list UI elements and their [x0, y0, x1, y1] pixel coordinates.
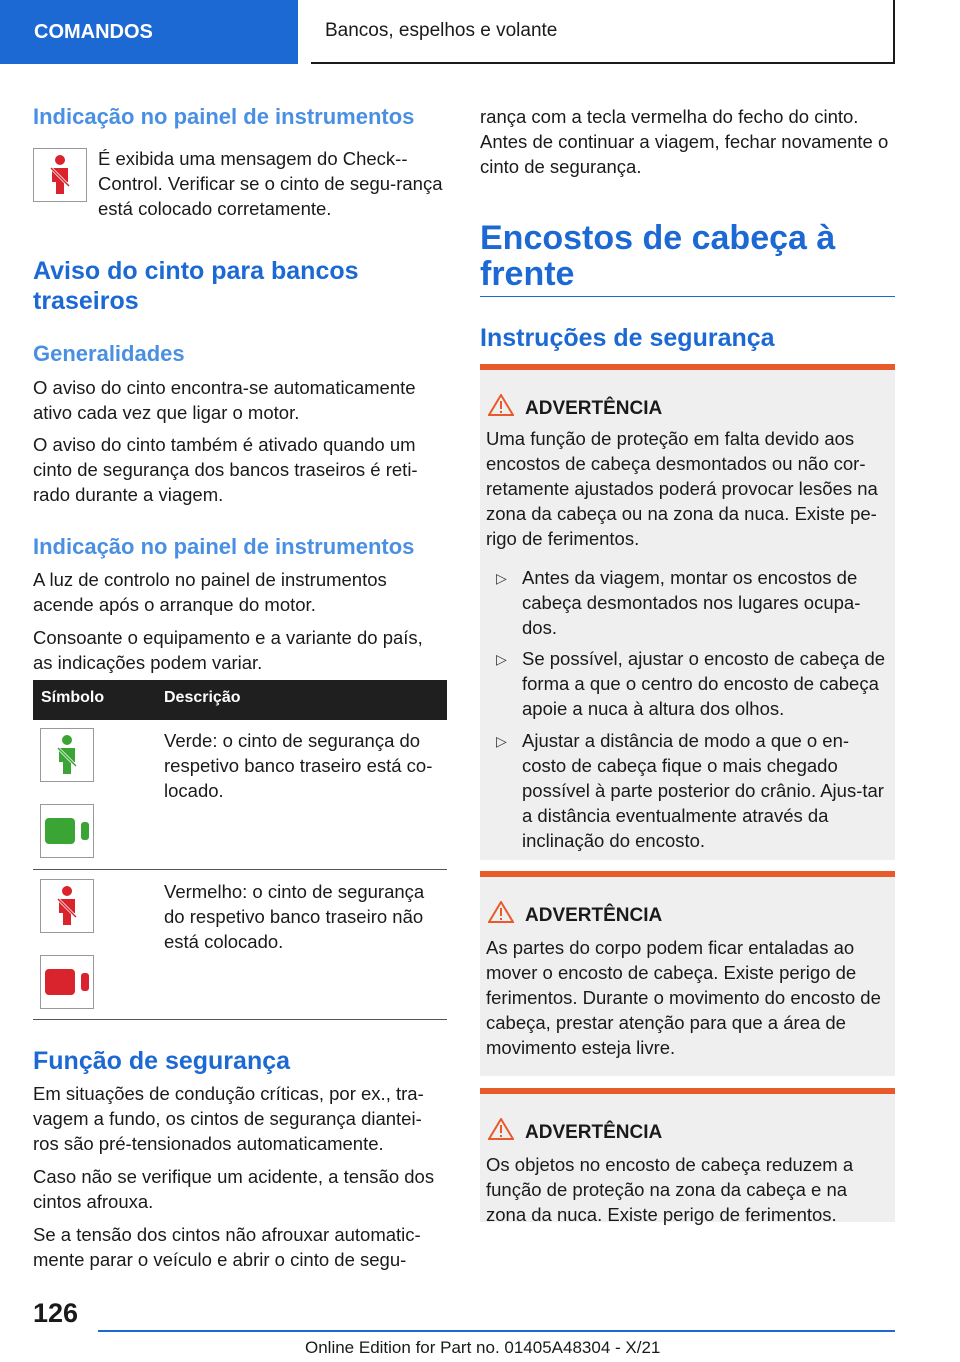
heading-rear-belt-warning: Aviso do cinto para bancos traseiros	[33, 257, 359, 315]
warning-title-3: ADVERTÊNCIA	[525, 1122, 663, 1143]
table-divider	[33, 869, 447, 870]
rear-seat-red-icon	[43, 967, 91, 997]
warning-triangle-icon	[488, 1118, 514, 1140]
warning-triangle-icon	[488, 901, 514, 923]
warning-text-3: Os objetos no encosto de cabeça reduzem a função de proteção na zona da cabeça e na zona da nuca. Existe perigo de ferimentos.	[486, 1154, 854, 1225]
heading-safety-function: Função de segurança	[33, 1047, 291, 1075]
warning-bullet-1: Antes da viagem, montar os encostos de cabeça desmontados nos lugares ocupa-dos.	[522, 567, 861, 638]
heading-safety-instructions: Instruções de segurança	[480, 324, 775, 352]
paragraph-tension-release: Caso não se verifique um acidente, a tensão dos cintos afrouxa.	[33, 1166, 435, 1212]
heading-general: Generalidades	[33, 341, 185, 366]
warning-bullet-3: Ajustar a distância de modo a que o en-costo de cabeça fique o mais chegado possível à parte posterior do crânio. Ajus-tar a distância eventualmente através da inclinação do encosto.	[522, 730, 884, 851]
paragraph-continued: rança com a tecla vermelha do fecho do cinto. Antes de continuar a viagem, fechar novamente o cinto de segurança.	[480, 106, 889, 177]
table-row-green-description: Verde: o cinto de segurança do respetivo banco traseiro está co-locado.	[164, 730, 433, 801]
table-row-red-description: Vermelho: o cinto de segurança do respetivo banco traseiro não está colocado.	[164, 881, 425, 952]
paragraph-belt-removed: O aviso do cinto também é ativado quando um cinto de segurança dos bancos traseiros é reti-rado durante a viagem.	[33, 434, 418, 505]
paragraph-pretension: Em situações de condução críticas, por ex., tra-vagem a fundo, os cintos de segurança diantei-ros são pré-tensionados automaticamente.	[33, 1083, 424, 1154]
warning-title-1: ADVERTÊNCIA	[525, 398, 663, 419]
table-header	[33, 680, 447, 720]
paragraph-auto-active: O aviso do cinto encontra-se automaticamente ativo cada vez que ligar o motor.	[33, 377, 416, 423]
warning-bullet-2: Se possível, ajustar o encosto de cabeça de forma a que o centro do encosto de cabeça apoie a nuca à altura dos olhos.	[522, 648, 886, 719]
footer-rule	[98, 1330, 895, 1332]
rear-seat-green-icon-box	[40, 804, 94, 858]
seatbelt-red-icon-box	[40, 879, 94, 933]
warning-text-1: Uma função de proteção em falta devido aos encostos de cabeça desmontados ou não cor-retamente ajustados poderá provocar lesões na zona da cabeça ou na zona da nuca. Existe pe-rigo de ferimentos.	[486, 428, 878, 549]
seatbelt-red-icon	[47, 883, 87, 929]
table-bottom-rule	[33, 1019, 447, 1020]
bullet-triangle-icon: ▷	[496, 651, 507, 667]
paragraph-control-light: A luz de controlo no painel de instrumentos acende após o arranque do motor.	[33, 569, 387, 615]
rear-seat-green-icon	[43, 816, 91, 846]
warning-box-2	[480, 871, 895, 1076]
seatbelt-warning-icon-box	[33, 148, 87, 202]
bullet-triangle-icon: ▷	[496, 570, 507, 586]
checkcontrol-text: É exibida uma mensagem do Check--Control. Verificar se o cinto de segu-rança está colocado corretamente.	[98, 148, 443, 219]
warning-text-2: As partes do corpo podem ficar entaladas ao mover o encosto de cabeça. Existe perigo de ferimentos. Durante o movimento do encosto de cabeça, prestar atenção para que a área de movimento esteja livre.	[486, 937, 881, 1058]
paragraph-variants: Consoante o equipamento e a variante do país, as indicações podem variar.	[33, 627, 423, 673]
seatbelt-green-icon-box	[40, 728, 94, 782]
seatbelt-red-icon	[40, 152, 80, 198]
table-header-symbol: Símbolo	[41, 689, 105, 706]
warning-box-3	[480, 1088, 895, 1225]
chapter-header	[311, 0, 895, 64]
heading-instrument-display: Indicação no painel de instrumentos	[33, 104, 415, 129]
heading-front-headrests: Encostos de cabeça à frente	[480, 219, 836, 293]
heading-underline	[480, 296, 895, 297]
section-tab	[0, 0, 298, 64]
page-number: 126	[33, 1298, 79, 1328]
heading-instrument-light: Indicação no painel de instrumentos	[33, 534, 415, 559]
warning-title-2: ADVERTÊNCIA	[525, 905, 663, 926]
warning-box-1	[480, 364, 895, 860]
table-header-description: Descrição	[164, 689, 241, 706]
footer-edition: Online Edition for Part no. 01405A48304 - X/21	[305, 1338, 661, 1357]
section-title: COMANDOS	[34, 20, 153, 43]
rear-seat-red-icon-box	[40, 955, 94, 1009]
chapter-title: Bancos, espelhos e volante	[325, 20, 558, 41]
paragraph-stop-vehicle: Se a tensão dos cintos não afrouxar automatic-mente parar o veículo e abrir o cinto de segu-	[33, 1224, 421, 1270]
warning-triangle-icon	[488, 394, 514, 416]
seatbelt-green-icon	[47, 732, 87, 778]
bullet-triangle-icon: ▷	[496, 733, 507, 749]
